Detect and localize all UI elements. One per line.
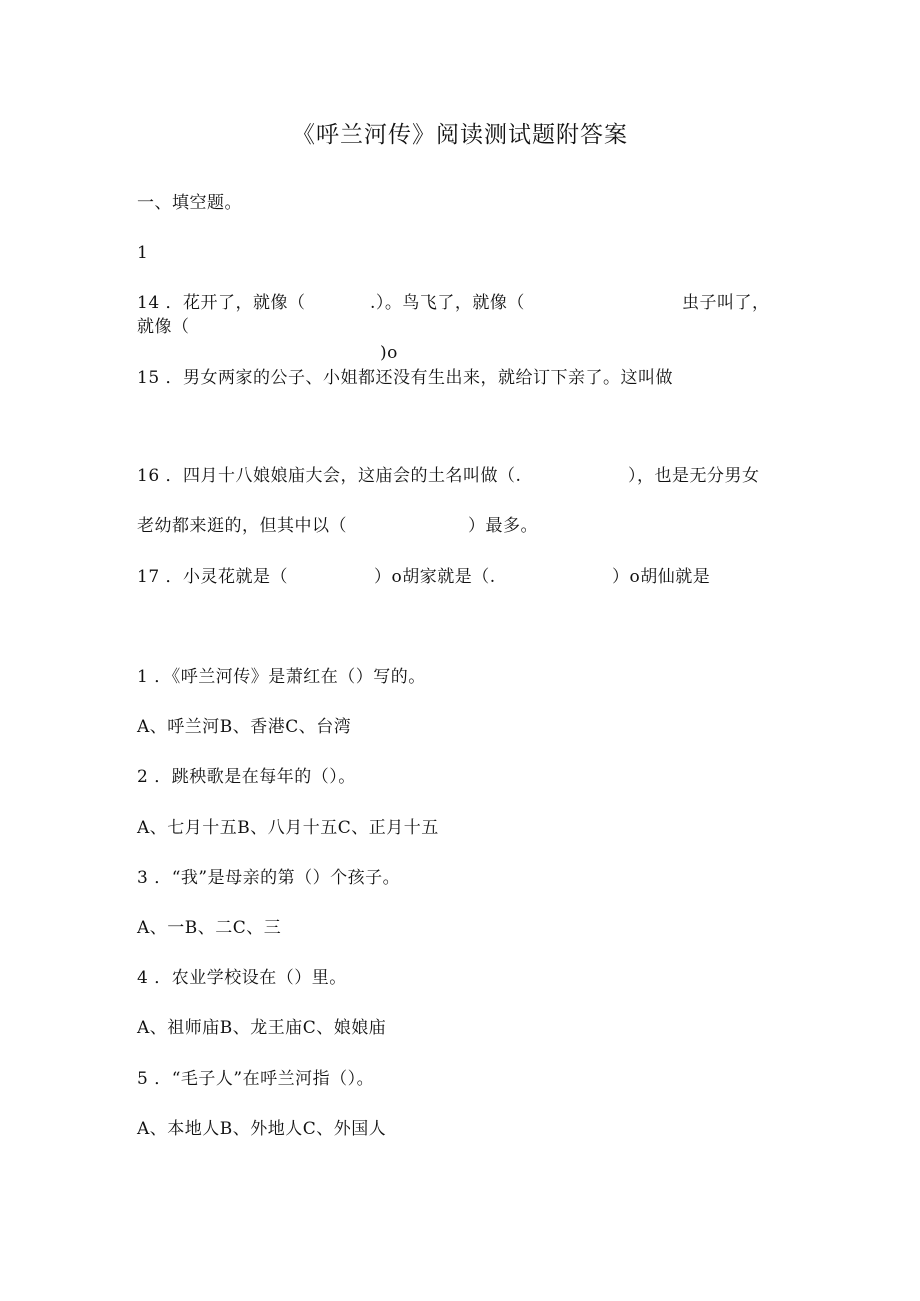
q16-text-part1: 16 ．四月十八娘娘庙大会，这庙会的土名叫做（. (137, 466, 522, 486)
choice-question-4: 4 ．农业学校设在（）里。 (137, 968, 347, 988)
document-title: 《呼兰河传》阅读测试题附答案 (292, 122, 628, 148)
choice-question-2: 2 ．跳秧歌是在每年的（）。 (137, 767, 356, 787)
q14-text-part3: 虫子叫了， (682, 293, 770, 313)
choice-question-5: 5 ．“毛子人”在呼兰河指（）。 (137, 1069, 375, 1089)
item-number: 1 (137, 243, 149, 263)
choice-options-1: A、呼兰河B、香港C、台湾 (137, 717, 352, 737)
choice-options-2: A、七月十五B、八月十五C、正月十五 (137, 818, 439, 838)
q16-text-part2: ），也是无分男女 (628, 466, 760, 486)
choice-options-4: A、祖师庙B、龙王庙C、娘娘庙 (137, 1018, 387, 1038)
q14-text-part1: 14 ．花开了，就像（ (137, 293, 306, 313)
q14-text-part5: )o (380, 343, 398, 363)
q17-text-part1: 17 ．小灵花就是（ (137, 567, 289, 587)
q15-text: 15 ．男女两家的公子、小姐都还没有生出来，就给订下亲了。这叫做 (137, 368, 674, 388)
choice-options-5: A、本地人B、外地人C、外国人 (137, 1119, 387, 1139)
choice-question-1: 1 ．《呼兰河传》是萧红在（）写的。 (137, 667, 426, 687)
choice-question-3: 3 ．“我”是母亲的第（）个孩子。 (137, 868, 401, 888)
choice-options-3: A、一B、二C、三 (137, 918, 282, 938)
q14-text-part2: .）。鸟飞了，就像（ (370, 293, 525, 313)
q16-text-part4: ）最多。 (468, 516, 538, 536)
q17-text-part2: ）o胡家就是（. (374, 567, 496, 587)
q17-text-part3: ）o胡仙就是 (612, 567, 711, 587)
section-heading-fill-blank: 一、填空题。 (137, 193, 242, 213)
q14-text-part4: 就像（ (137, 317, 190, 337)
q16-text-part3: 老幼都来逛的，但其中以（ (137, 516, 347, 536)
